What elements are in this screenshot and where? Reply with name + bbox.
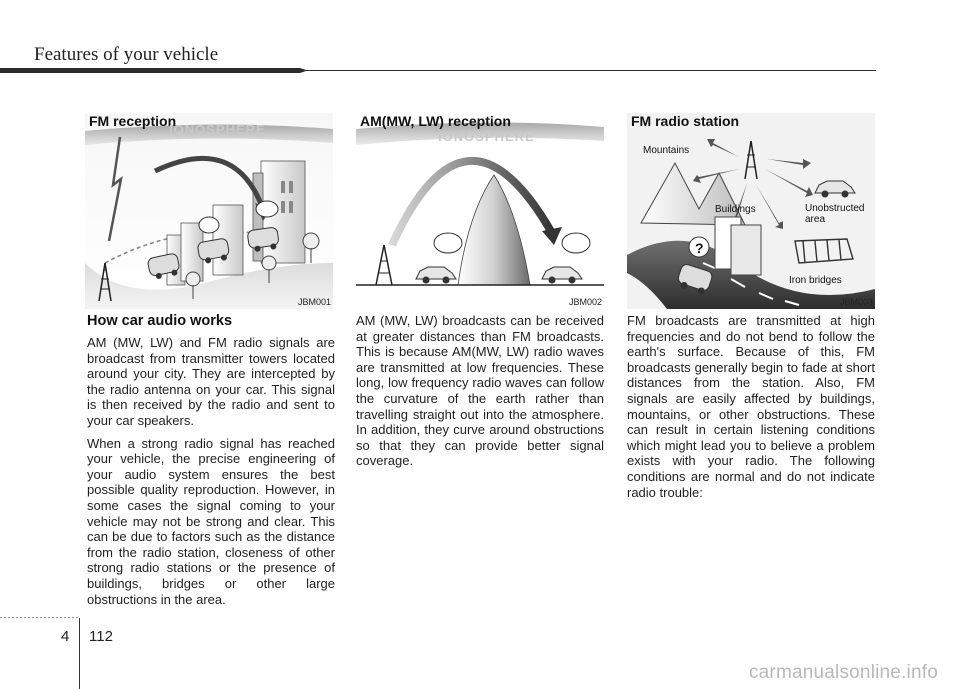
- header-rule: [0, 68, 876, 73]
- figure-title: AM(MW, LW) reception: [360, 113, 511, 129]
- ionosphere-label: IONOSPHERE: [169, 122, 266, 137]
- section-heading: How car audio works: [87, 313, 233, 329]
- figure-fm-radio-station: [627, 113, 875, 309]
- page-header-title: Features of your vehicle: [34, 44, 219, 65]
- figure-code: JBM003: [839, 297, 873, 307]
- watermark: carmanualsonline.info: [748, 662, 938, 683]
- buildings: [715, 217, 761, 275]
- paragraph: FM broadcasts are transmitted at high frequencies and do not bend to follow the earth's surface. Because of this, FM broadcasts generally begin to fade at short distances from the station. Also, FM signals are easily affected by buildings, mountains, or other obstructions. These can result in certain listening conditions which might lead you to believe a problem exists with your radio. The following conditions are normal and do not indicate radio trouble:: [627, 313, 875, 500]
- figure-title: FM radio station: [631, 113, 740, 129]
- column-fm-broadcasts: [627, 313, 875, 507]
- figure-am-reception: [356, 113, 604, 309]
- column-how-car-audio-works: [87, 313, 335, 614]
- iron-bridges-label: Iron bridges: [789, 275, 842, 286]
- paragraph: AM (MW, LW) and FM radio signals are broadcast from transmitter towers located around your city. They are intercepted by the radio antenna on your car. This signal is then received by the radio and sent to your car speakers.: [87, 335, 335, 428]
- figure-code: JBM001: [297, 297, 331, 307]
- area-label: area: [805, 214, 826, 225]
- footer-dotted-rule: [0, 617, 80, 618]
- column-am-broadcasts: [356, 313, 604, 476]
- chapter-number: 4: [61, 628, 70, 645]
- buildings-label: Buildings: [715, 204, 756, 215]
- paragraph: When a strong radio signal has reached your vehicle, the precise engineering of your audio system ensures the best possible quality reproduction. However, in some cases the signal coming to your vehicle may not be strong and clear. This can be due to factors such as the distance from the radio station, closeness of other strong radio stations or the presence of buildings, bridges or other large obstructions in the area.: [87, 435, 335, 607]
- unobstructed-label: Unobstructed: [805, 203, 865, 214]
- mountains-label: Mountains: [643, 145, 690, 156]
- fm-station-illustration: [627, 113, 875, 309]
- paragraph: AM (MW, LW) broadcasts can be received at greater distances than FM broadcasts. This is because AM(MW, LW) radio waves are transmitted at low frequencies. These long, low frequency radio waves can follow the curvature of the earth rather than travelling straight out into the atmosphere. In addition, they curve around obstructions so that they can provide better signal coverage.: [356, 313, 604, 469]
- footer-divider: [79, 618, 80, 689]
- figure-code: JBM002: [568, 297, 602, 307]
- page-number: 112: [89, 628, 113, 645]
- figure-fm-reception: [85, 113, 333, 309]
- fm-reception-illustration: [85, 113, 333, 309]
- question-mark: ?: [695, 240, 704, 256]
- ionosphere-label: IONOSPHERE: [438, 129, 535, 144]
- figure-title: FM reception: [89, 113, 177, 129]
